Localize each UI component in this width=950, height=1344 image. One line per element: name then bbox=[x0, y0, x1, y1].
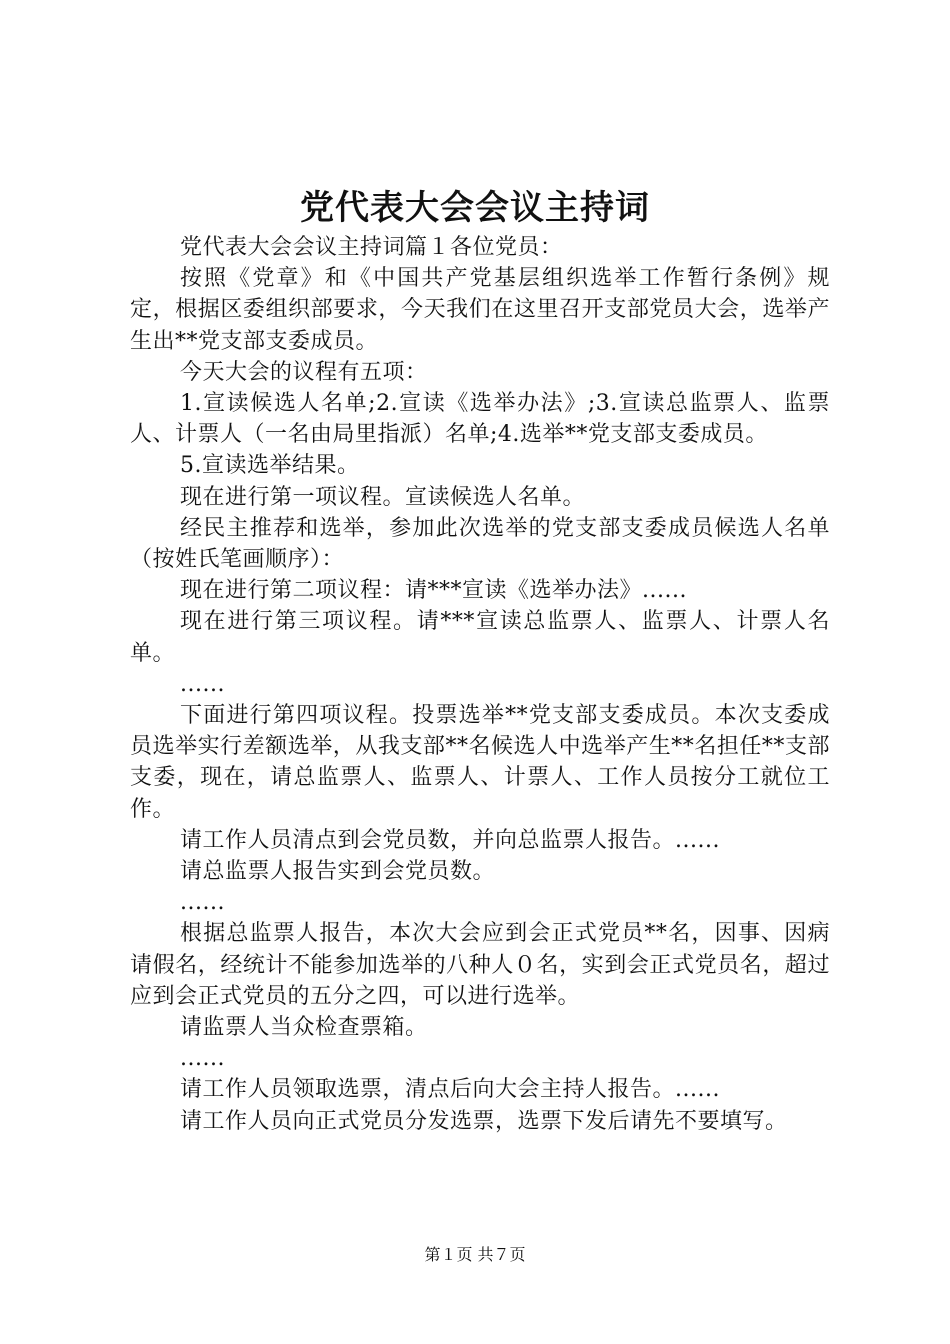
paragraph-10: ...... bbox=[180, 671, 225, 697]
paragraph-18: 请工作人员领取选票，清点后向大会主持人报告。...... bbox=[180, 1077, 720, 1103]
paragraph-16: 请监票人当众检查票箱。 bbox=[180, 1015, 428, 1041]
paragraph-19: 请工作人员向正式党员分发选票，选票下发后请先不要填写。 bbox=[180, 1108, 788, 1134]
paragraph-5: 5.宣读选举结果。 bbox=[180, 453, 360, 479]
paragraph-2: 按照《党章》和《中国共产党基层组织选举工作暂行条例》规定，根据区委组织部要求，今天我们在这里召开支部党员大会，选举产生出**党支部支委成员。 bbox=[130, 266, 830, 354]
paragraph-3: 今天大会的议程有五项： bbox=[180, 359, 428, 385]
paragraph-9: 现在进行第三项议程。请***宣读总监票人、监票人、计票人名单。 bbox=[130, 609, 830, 666]
paragraph-6: 现在进行第一项议程。宣读候选人名单。 bbox=[180, 484, 586, 510]
paragraph-17: ...... bbox=[180, 1046, 225, 1072]
document-body bbox=[130, 232, 830, 1137]
paragraph-8: 现在进行第二项议程：请***宣读《选举办法》...... bbox=[180, 578, 687, 604]
page-footer: 第１页 共７页 bbox=[424, 1245, 526, 1264]
paragraph-13: 请总监票人报告实到会党员数。 bbox=[180, 859, 496, 885]
paragraph-15: 根据总监票人报告，本次大会应到会正式党员**名，因事、因病请假名，经统计不能参加选举的八种人０名，实到会正式党员名，超过应到会正式党员的五分之四，可以进行选举。 bbox=[130, 921, 830, 1009]
paragraph-12: 请工作人员清点到会党员数，并向总监票人报告。...... bbox=[180, 827, 720, 853]
paragraph-7: 经民主推荐和选举，参加此次选举的党支部支委成员候选人名单（按姓氏笔画顺序）： bbox=[130, 515, 830, 573]
paragraph-1: 党代表大会会议主持词篇１各位党员： bbox=[180, 235, 563, 260]
paragraph-14: ...... bbox=[180, 890, 225, 916]
document-title: 党代表大会会议主持词 bbox=[300, 188, 650, 228]
paragraph-4: 1.宣读候选人名单;2.宣读《选举办法》;3.宣读总监票人、监票人、计票人（一名由局里指派）名单;4.选举**党支部支委成员。 bbox=[130, 391, 830, 448]
paragraph-11: 下面进行第四项议程。投票选举**党支部支委成员。本次支委成员选举实行差额选举，从我支部**名候选人中选举产生**名担任**支部支委，现在，请总监票人、监票人、计票人、工作人员按分工就位工作。 bbox=[130, 703, 830, 822]
